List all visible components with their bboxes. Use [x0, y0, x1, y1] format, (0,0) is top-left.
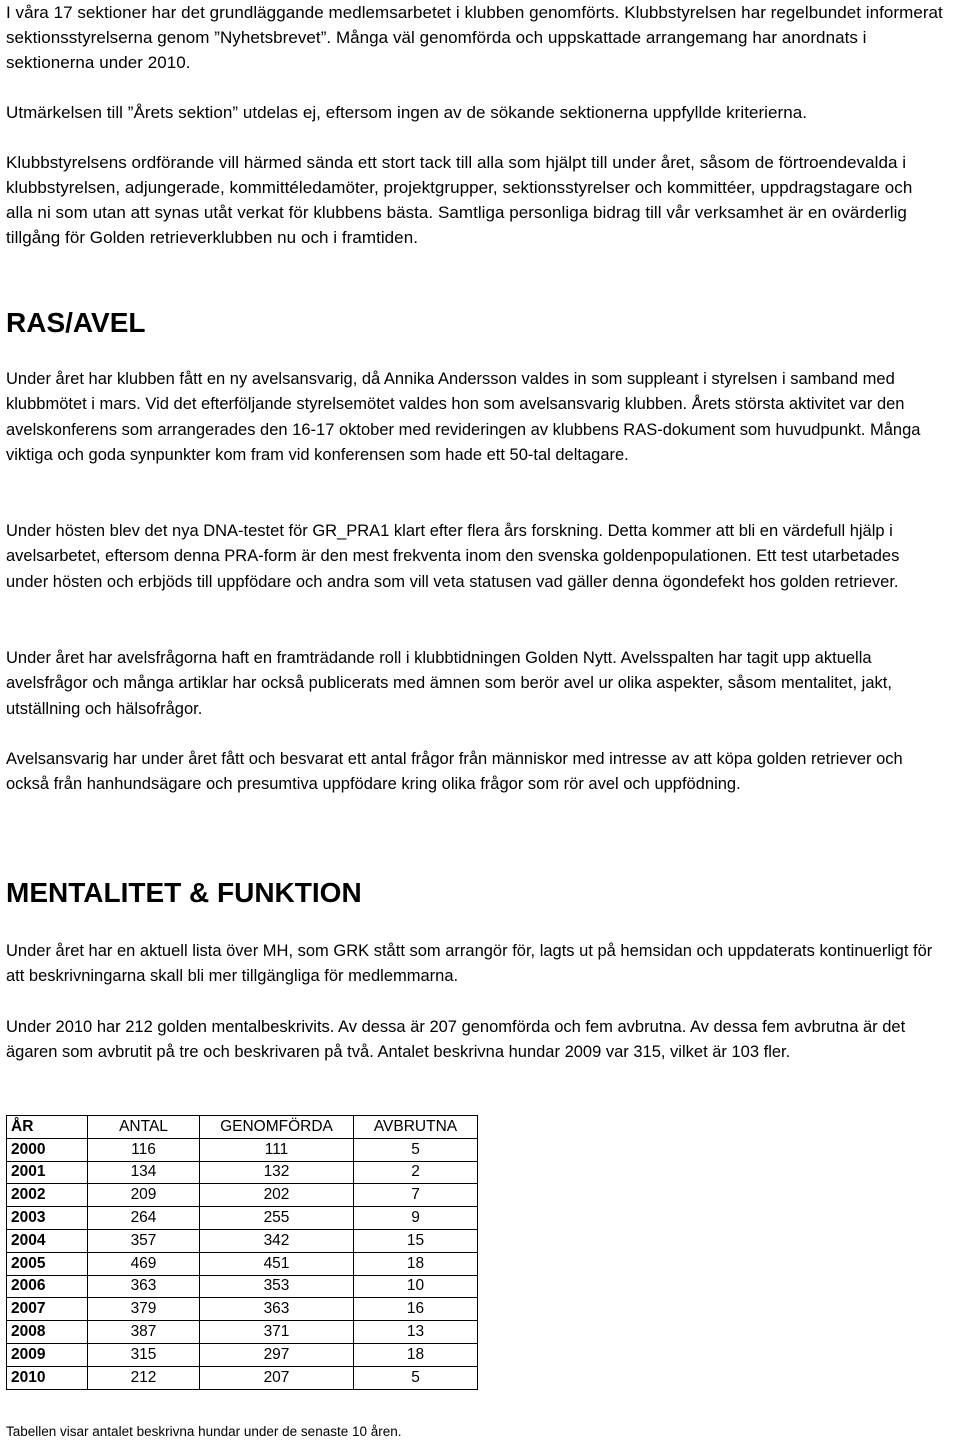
table-row [7, 1229, 478, 1252]
table-cell-year: 2000 [7, 1138, 88, 1161]
ras-avel-paragraph-1: Under året har klubben fått en ny avelsansvarig, då Annika Andersson valdes in som suppleant i styrelsen i samband med klubbmötet i mars. Vid det efterföljande styrelsemötet valdes hon som avelsansvarig klubben. Årets största aktivitet var den avelskonferens som arrangerades den 16-17 oktober med revideringen av klubbens RAS-dokument som huvudpunkt. Många viktiga och goda synpunkter kom fram vid konferensen som hade ett 50-tal deltagare. [6, 370, 921, 465]
table-row [7, 1321, 478, 1344]
table-cell-antal: 357 [88, 1229, 200, 1252]
table-header-ar: ÅR [7, 1116, 88, 1139]
table-header-antal: ANTAL [88, 1116, 200, 1139]
table-cell-avbrutna: 10 [354, 1275, 478, 1298]
table-cell-genomforda: 207 [200, 1366, 354, 1389]
table-cell-avbrutna: 18 [354, 1343, 478, 1366]
table-caption: Tabellen visar antalet beskrivna hundar under de senaste 10 åren. [6, 1424, 402, 1439]
ras-avel-paragraph-4: Avelsansvarig har under året fått och besvarat ett antal frågor från människor med intresse av att köpa golden retriever och också från hanhundsägare och presumtiva uppfödare kring olika frågor som rör avel och uppfödning. [6, 750, 903, 794]
section-heading-mentalitet: MENTALITET & FUNKTION [6, 877, 362, 908]
table-row [7, 1275, 478, 1298]
table-cell-antal: 387 [88, 1321, 200, 1344]
table-row [7, 1366, 478, 1389]
table-cell-antal: 134 [88, 1161, 200, 1184]
table-cell-year: 2006 [7, 1275, 88, 1298]
table-cell-avbrutna: 18 [354, 1252, 478, 1275]
table-cell-avbrutna: 13 [354, 1321, 478, 1344]
table-row [7, 1138, 478, 1161]
table-cell-year: 2002 [7, 1184, 88, 1207]
table-cell-year: 2009 [7, 1343, 88, 1366]
table-cell-genomforda: 255 [200, 1207, 354, 1230]
table-cell-genomforda: 297 [200, 1343, 354, 1366]
table-cell-genomforda: 353 [200, 1275, 354, 1298]
table-cell-year: 2005 [7, 1252, 88, 1275]
table-row [7, 1252, 478, 1275]
mentalbeskrivning-table [6, 1115, 478, 1390]
table-cell-genomforda: 342 [200, 1229, 354, 1252]
table-cell-avbrutna: 7 [354, 1184, 478, 1207]
table-cell-antal: 469 [88, 1252, 200, 1275]
table-cell-genomforda: 132 [200, 1161, 354, 1184]
table-cell-avbrutna: 5 [354, 1138, 478, 1161]
table-cell-genomforda: 111 [200, 1138, 354, 1161]
ras-avel-paragraph-3: Under året har avelsfrågorna haft en framträdande roll i klubbtidningen Golden Nytt. Avelsspalten har tagit upp aktuella avelsfrågor och många artiklar har också publicerats med ämnen som berör avel ur olika aspekter, såsom mentalitet, jakt, utställning och hälsofrågor. [6, 649, 892, 718]
table-cell-year: 2008 [7, 1321, 88, 1344]
table-cell-year: 2004 [7, 1229, 88, 1252]
table-cell-avbrutna: 5 [354, 1366, 478, 1389]
table-cell-avbrutna: 9 [354, 1207, 478, 1230]
table-cell-year: 2001 [7, 1161, 88, 1184]
ras-avel-paragraph-2: Under hösten blev det nya DNA-testet för GR_PRA1 klart efter flera års forskning. Detta kommer att bli en värdefull hjälp i avelsarbetet, eftersom denna PRA-form är den mest frekventa inom den svenska goldenpopulationen. Ett test utarbetades under hösten och erbjöds till uppfödare och andra som vill veta statusen vad gäller denna ögondefekt hos golden retriever. [6, 522, 900, 591]
table-cell-genomforda: 363 [200, 1298, 354, 1321]
intro-paragraph-2: Utmärkelsen till ”Årets sektion” utdelas ej, eftersom ingen av de sökande sektionerna uppfyllde kriterierna. [6, 103, 808, 122]
table-header-genomforda: GENOMFÖRDA [200, 1116, 354, 1139]
table-header-avbrutna: AVBRUTNA [354, 1116, 478, 1139]
table-cell-genomforda: 202 [200, 1184, 354, 1207]
table-cell-antal: 379 [88, 1298, 200, 1321]
table-row [7, 1207, 478, 1230]
table-cell-genomforda: 451 [200, 1252, 354, 1275]
table-cell-antal: 363 [88, 1275, 200, 1298]
table-row [7, 1161, 478, 1184]
table-cell-antal: 116 [88, 1138, 200, 1161]
table-cell-year: 2003 [7, 1207, 88, 1230]
intro-paragraph-1: I våra 17 sektioner har det grundläggande medlemsarbetet i klubben genomförts. Klubbstyrelsen har regelbundet informerat sektionsstyrelserna genom ”Nyhetsbrevet”. Många väl genomförda och uppskattade arrangemang har anordnats i sektionerna under 2010. [6, 3, 943, 72]
table-cell-avbrutna: 15 [354, 1229, 478, 1252]
table-cell-antal: 315 [88, 1343, 200, 1366]
mentalitet-paragraph-2: Under 2010 har 212 golden mentalbeskrivits. Av dessa är 207 genomförda och fem avbrutna. Av dessa fem avbrutna är det ägaren som avbrutit på tre och beskrivaren på två. Antalet beskrivna hundar 2009 var 315, vilket är 103 fler. [6, 1018, 906, 1062]
table-header-row [7, 1116, 478, 1139]
table-cell-year: 2010 [7, 1366, 88, 1389]
section-heading-ras-avel: RAS/AVEL [6, 307, 146, 338]
table-row [7, 1184, 478, 1207]
mentalitet-paragraph-1: Under året har en aktuell lista över MH, som GRK stått som arrangör för, lagts ut på hemsidan och uppdaterats kontinuerligt för att beskrivningarna skall bli mer tillgängliga för medlemmarna. [6, 942, 933, 986]
table-row [7, 1298, 478, 1321]
table-cell-genomforda: 371 [200, 1321, 354, 1344]
table-cell-year: 2007 [7, 1298, 88, 1321]
table-cell-avbrutna: 2 [354, 1161, 478, 1184]
table-row [7, 1343, 478, 1366]
table-cell-antal: 212 [88, 1366, 200, 1389]
intro-paragraph-3: Klubbstyrelsens ordförande vill härmed sända ett stort tack till alla som hjälpt till under året, såsom de förtroendevalda i klubbstyrelsen, adjungerade, kommittéledamöter, projektgrupper, sektionsstyrelser och kommittéer, uppdragstagare och alla ni som utan att synas utåt verkat för klubbens bästa. Samtliga personliga bidrag till vår verksamhet är en ovärderlig tillgång för Golden retrieverklubben nu och i framtiden. [6, 153, 913, 247]
table-cell-antal: 209 [88, 1184, 200, 1207]
table-cell-avbrutna: 16 [354, 1298, 478, 1321]
table-cell-antal: 264 [88, 1207, 200, 1230]
